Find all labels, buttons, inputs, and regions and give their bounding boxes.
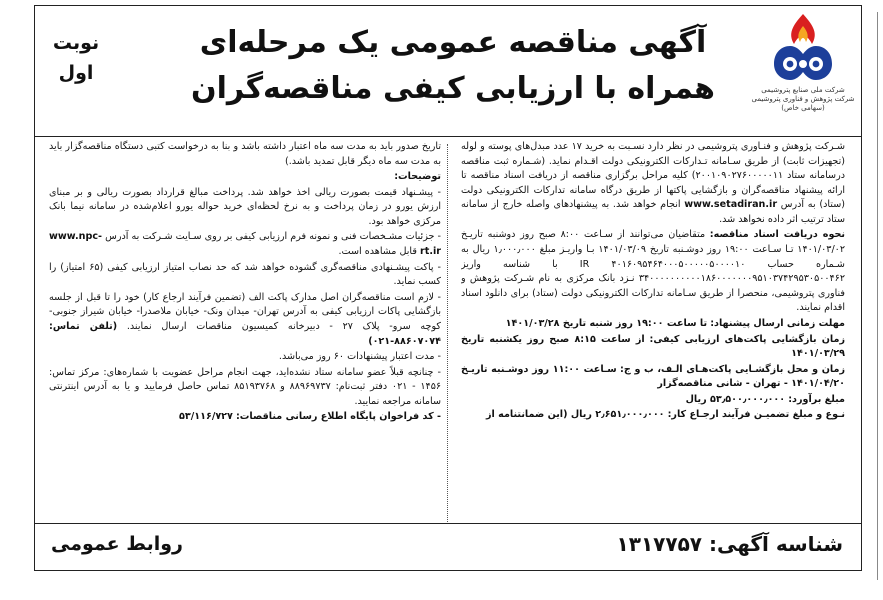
note-7 bbox=[49, 410, 441, 425]
note-2-tail: قابل مشاهده است. bbox=[338, 246, 417, 258]
estimate-label: مبلغ برآورد: bbox=[788, 393, 845, 405]
company-logo bbox=[751, 12, 855, 130]
note-5: - مدت اعتبار پیشنهادات ۶۰ روز می‌باشد. bbox=[278, 351, 441, 363]
opening-time-label: زمان بازگشایی پاکت‌های ارزیابی کیفی: bbox=[649, 333, 845, 345]
logo-caption-line1: شرکت ملی صنایع پتروشیمی bbox=[761, 86, 845, 94]
docs-text: متقاضیان می‌توانند از سـاعت ۸:۰۰ صبح روز دوشنبه تاریـخ ۱۴۰۱/۰۳/۰۲ تـا سـاعت ۱۹:۰۰ روز دوشـنبه تاریخ ۱۴۰۱/۰۳/۰۹ بـا واریـز مبلغ ۱٫۰۰۰٫۰۰۰ ریال به شـماره حساب ۴۰۱۶۰۹۵۴۶۴۰۰۰۵۰۰۰۰۰۵۰۰۰۰۱۰ IR با شناسه واریز ۳۴۰۰۰۰۰۰۰۰۰۰۱۸۶۰۰۰۰۰۰۰۹۵۱۰۳۷۴۲۹۵۳۰۵۰۰۴۶۲ نـزد بانک مرکزی به نام شـرکت پژوهش و فناوری پتروشیمی، منحصرا از طریق سـامانه تدارکات الکترونیکی دولت (ستاد) برای دانلود اسناد اقدام نمایند. bbox=[461, 229, 845, 314]
left-column bbox=[49, 140, 441, 524]
ad-title-line2: همراه با ارزیابی کیفی مناقصه‌گران bbox=[191, 71, 715, 106]
publication-round-value: اول bbox=[58, 62, 94, 84]
logo-caption-line2: شرکت پژوهش و فناوری پتروشیمی bbox=[751, 94, 855, 103]
note-7-value: ۵۳/۱۱۶/۷۲۷ bbox=[179, 411, 233, 423]
setadiran-link[interactable]: www.setadiran.ir bbox=[684, 199, 778, 211]
estimate-paragraph bbox=[461, 393, 845, 408]
note-2 bbox=[49, 230, 441, 259]
ad-id bbox=[617, 532, 843, 556]
notes-label: توضیحات: bbox=[394, 171, 441, 183]
ad-frame bbox=[34, 5, 862, 571]
ad-id-value: ۱۳۱۷۷۵۷ bbox=[616, 532, 702, 556]
note-1: - پیشـنهاد قیمت بصورت ریالی اخذ خواهد شد. پرداخت مبالغ قرارداد بصورت ریالی و بر مبنای ارزش یورو در زمان پرداخت و به نرخ لحظه‌ای خرید حواله یورو اعلام‌شده در سامانه نیما بانک مرکزی خواهد بود. bbox=[49, 186, 441, 227]
note-2-text: - جزئیات مشـخصات فنی و نمونه فرم ارزیابی کیفی بر روی سـایت شـرکت به آدرس bbox=[105, 231, 441, 243]
publication-round bbox=[43, 28, 109, 108]
npc-flame-logo-icon bbox=[768, 12, 838, 84]
page-edge-line bbox=[877, 12, 878, 580]
deadline-label: مهلت زمانی ارسال پیشنهاد: bbox=[710, 317, 845, 329]
note-6: - چنانچه قبلاً عضو سامانه ستاد نشده‌اید، جهت انجام مراحل عضویت با شماره‌های: مرکز تماس: ۱۴۵۶ - ۰۲۱ دفتر ثبت‌نام: ۸۸۹۶۹۷۳۷ و ۸۵۱۹۳۷۶۸ تماس حاصل فرمایید و یا به آدرس اینترنتی سامانه مراجعه نمایید. bbox=[49, 366, 441, 407]
ad-footer bbox=[35, 523, 861, 570]
opening-place-paragraph bbox=[461, 363, 845, 392]
deadline-value: تا ساعت ۱۹:۰۰ روز شنبه تاریخ ۱۴۰۱/۰۳/۲۸ bbox=[505, 317, 708, 329]
right-column bbox=[461, 140, 845, 524]
ad-title bbox=[185, 20, 721, 112]
deadline-paragraph bbox=[461, 317, 845, 332]
opening-place-value: سـاعت ۱۱:۰۰ روز دوشـنبه تاریـخ ۱۴۰۱/۰۴/۲۰ - تهران - شانی مناقصه‌گزار bbox=[461, 363, 845, 390]
note-4 bbox=[49, 291, 441, 349]
column-divider bbox=[447, 144, 448, 522]
publication-round-label: نوبت bbox=[52, 32, 100, 54]
intro-tail: انجام خواهد شد. به پیشنهادهای واصله خارج از سامانه ستاد ترتیب اثر داده نخواهد شد. bbox=[461, 199, 845, 225]
logo-caption bbox=[751, 86, 855, 112]
estimate-value: ۵۳٫۵۰۰٫۰۰۰٫۰۰۰ ریال bbox=[685, 393, 786, 405]
notes-heading bbox=[49, 170, 441, 185]
guarantee-label: نـوع و مبلغ تضمیـن فرآیند ارجـاع کار: bbox=[667, 409, 845, 421]
public-relations: روابط عمومی bbox=[51, 533, 183, 555]
opening-time-value: از ساعت ۸:۱۵ صبح روز یکشنبه تاریخ ۱۴۰۱/۰۳/۲۹ bbox=[461, 333, 845, 360]
ad-header bbox=[35, 6, 861, 137]
ad-body bbox=[35, 140, 861, 524]
guarantee-value: ۲٫۶۵۱٫۰۰۰٫۰۰۰ ریال (این ضمانتنامه از bbox=[485, 409, 665, 421]
ad-id-label: شناسه آگهی: bbox=[708, 532, 843, 556]
note-4-text: - لازم است مناقصه‌گران اصل مدارک پاکت الف (تضمین فرآیند ارجاع کار) خود را تا قبل از جلسه بازگشایی پاکات ارزیابی کیفی به آدرس تهران- میدان ونک- خیابان ملاصدرا- خیابان شیراز جنوبی- کوچه سرو- پلاک ۲۷ - دبیرخانه کمیسیون مناقصات ارسال نمایند. bbox=[49, 291, 441, 332]
note-7-label: - کد فراخوان پایگاه اطلاع رسانی مناقصات: bbox=[235, 411, 441, 423]
npc-rt-link[interactable]: www.npc-rt.ir bbox=[49, 231, 441, 258]
note-3: - پاکت پیشـنهادی مناقصه‌گری گشوده خواهد شد که حد نصاب امتیاز ارزیابی کیفی (۶۵ امتیاز) را کسب نماید. bbox=[49, 261, 441, 288]
guarantee-paragraph bbox=[461, 408, 845, 423]
opening-time-paragraph bbox=[461, 333, 845, 362]
note-4-phone: (تلفن تماس: ۸۸۶۰۷۰۷۴-۰۲۱) bbox=[49, 320, 441, 347]
logo-caption-line3: (سهامی خاص) bbox=[781, 103, 825, 112]
docs-paragraph bbox=[461, 228, 845, 315]
docs-label: نحوه دریافت اسناد مناقصه: bbox=[709, 229, 845, 241]
validity-paragraph: تاریخ صدور باید به مدت سه ماه اعتبار داشته باشد و بنا به درخواست کتبی دستگاه مناقصه‌گزار باید به مدت سه ماه دیگر قابل تمدید باشد.) bbox=[49, 141, 441, 167]
ad-title-line1: آگهی مناقصه عمومی یک مرحله‌ای bbox=[199, 25, 707, 60]
intro-text: شـرکت پژوهش و فنـاوری پتروشیمی در نظر دارد نسـبت به خرید ۱۷ عدد مبدل‌های پوسته و لوله (تجهیزات ثابت) از طریق سـامانه تـدارکات الکترونیکی دولت اقـدام نماید. (شـماره ثبت مناقصه درسامانه ستاد ۲۰۰۱۰۹۰۲۷۶۰۰۰۰۰۱۱) کلیه مراحل برگزاری مناقصه از دریافت اسناد مناقصه تا ارائه پیشنهاد مناقصه‌گران و بازگشایی پاکتها از طریق درگاه سامانه تدارکات الکترونیکی دولت (ستاد) به آدرس bbox=[461, 141, 845, 211]
intro-paragraph bbox=[461, 140, 845, 227]
opening-place-label: زمان و محل بازگشـایی پاکت‌هـای الـف، ب و ج: bbox=[620, 363, 845, 375]
